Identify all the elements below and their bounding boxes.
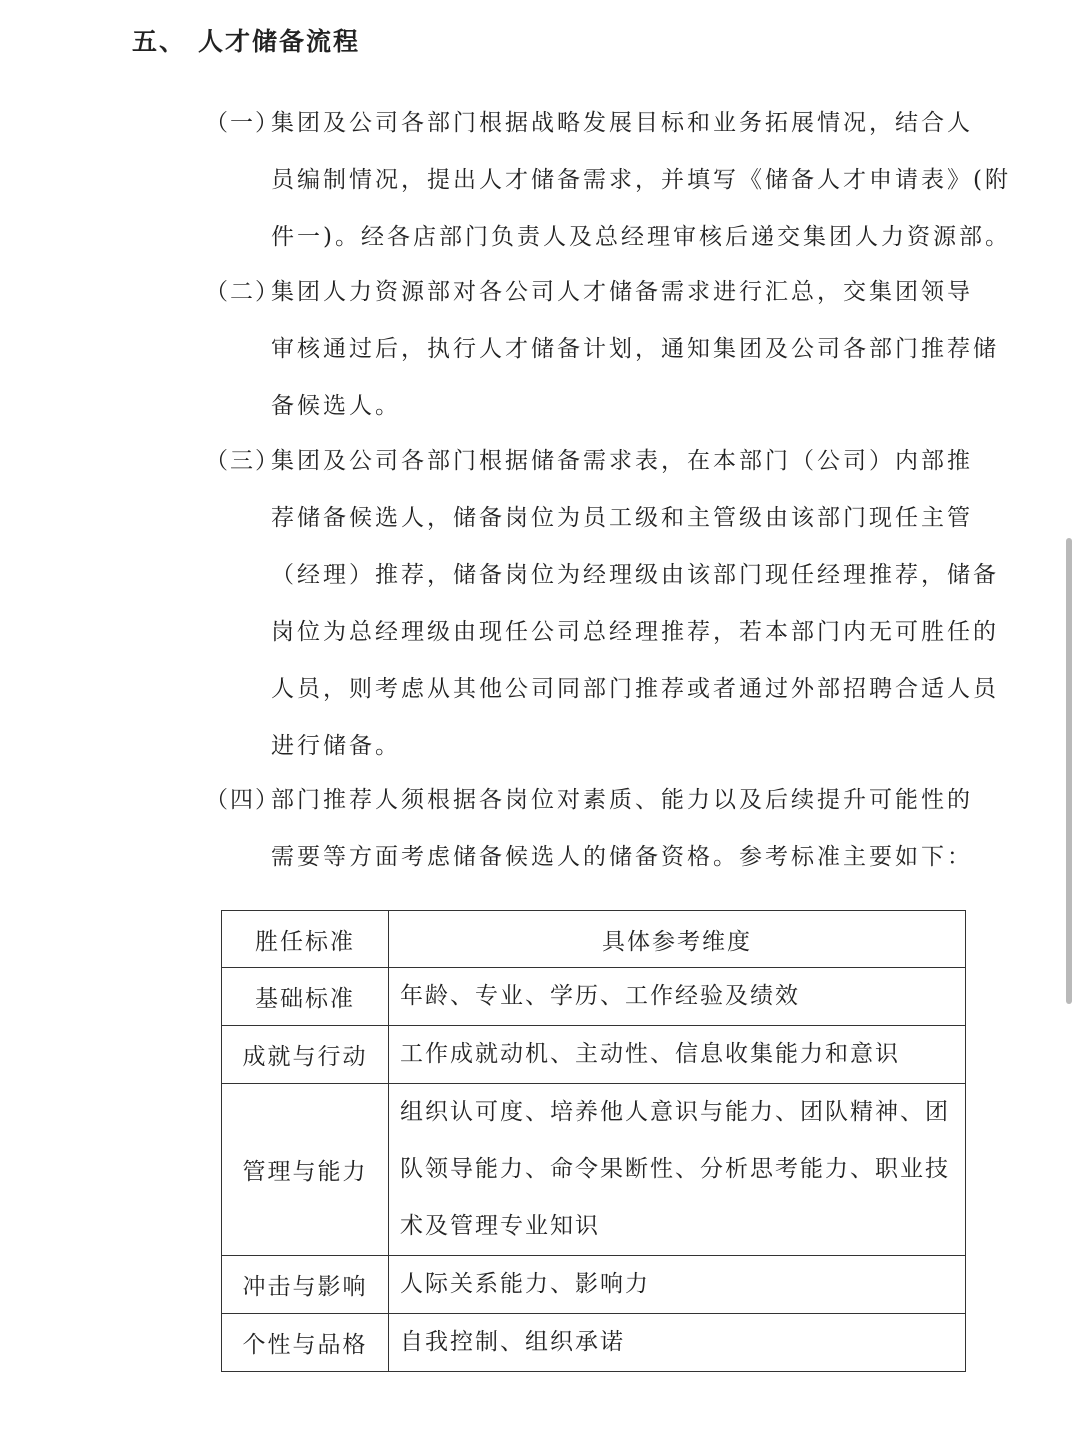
table-row — [222, 1026, 966, 1084]
section-title: 人才储备流程 — [198, 27, 361, 56]
item-text-line: 人员，则考虑从其他公司同部门推荐或者通过外部招聘合适人员 — [271, 676, 999, 702]
dimension-text: 自我控制、组织承诺 — [400, 1329, 625, 1355]
table-row — [222, 968, 966, 1026]
table-header-row — [222, 911, 966, 968]
dimension-cell — [389, 968, 966, 1026]
dimension-cell — [389, 1256, 966, 1314]
item-text-line: 部门推荐人须根据各岗位对素质、能力以及后续提升可能性的 — [271, 787, 973, 813]
dimension-cell — [389, 1084, 966, 1256]
item-text-line: 岗位为总经理级由现任公司总经理推荐，若本部门内无可胜任的 — [271, 619, 999, 645]
item-text-line: 集团及公司各部门根据储备需求表，在本部门（公司）内部推 — [271, 448, 973, 474]
section-heading — [132, 22, 360, 62]
item-label: （二） — [205, 279, 280, 305]
standard-cell: 管理与能力 — [222, 1084, 389, 1256]
dimension-text: 年龄、专业、学历、工作经验及绩效 — [400, 983, 800, 1009]
dimension-text: 术及管理专业知识 — [400, 1213, 600, 1239]
item-text-line: 集团及公司各部门根据战略发展目标和业务拓展情况，结合人 — [271, 110, 973, 136]
dimension-text: 组织认可度、培养他人意识与能力、团队精神、团 — [400, 1099, 950, 1125]
item-text-line: 进行储备。 — [271, 733, 401, 759]
vertical-scrollbar[interactable] — [1066, 538, 1072, 1004]
standard-cell: 基础标准 — [222, 968, 389, 1026]
table-row — [222, 1084, 966, 1256]
dimension-text: 队领导能力、命令果断性、分析思考能力、职业技 — [400, 1156, 950, 1182]
item-label: （四） — [205, 787, 280, 813]
table-row — [222, 1314, 966, 1372]
item-text-line: 件一)。经各店部门负责人及总经理审核后递交集团人力资源部。 — [271, 224, 1011, 250]
item-text-line: 审核通过后，执行人才储备计划，通知集团及公司各部门推荐储 — [271, 336, 999, 362]
table-row — [222, 1256, 966, 1314]
section-number: 五、 — [132, 27, 187, 56]
dimension-cell — [389, 1026, 966, 1084]
dimension-cell — [389, 1314, 966, 1372]
standard-cell: 冲击与影响 — [222, 1256, 389, 1314]
header-dimension: 具体参考维度 — [389, 911, 966, 968]
standard-cell: 成就与行动 — [222, 1026, 389, 1084]
item-text-line: 集团人力资源部对各公司人才储备需求进行汇总，交集团领导 — [271, 279, 973, 305]
standard-cell: 个性与品格 — [222, 1314, 389, 1372]
item-label: （一） — [205, 110, 280, 136]
criteria-table — [221, 910, 966, 1372]
item-label: （三） — [205, 448, 280, 474]
item-text-line: 荐储备候选人，储备岗位为员工级和主管级由该部门现任主管 — [271, 505, 973, 531]
item-text-line: （经理）推荐，储备岗位为经理级由该部门现任经理推荐，储备 — [271, 562, 999, 588]
header-standard: 胜任标准 — [222, 911, 389, 968]
item-text-line: 员编制情况，提出人才储备需求，并填写《储备人才申请表》(附 — [271, 167, 1011, 193]
dimension-text: 人际关系能力、影响力 — [400, 1271, 650, 1297]
item-text-line: 需要等方面考虑储备候选人的储备资格。参考标准主要如下： — [271, 844, 973, 870]
dimension-text: 工作成就动机、主动性、信息收集能力和意识 — [400, 1041, 900, 1067]
item-text-line: 备候选人。 — [271, 393, 401, 419]
